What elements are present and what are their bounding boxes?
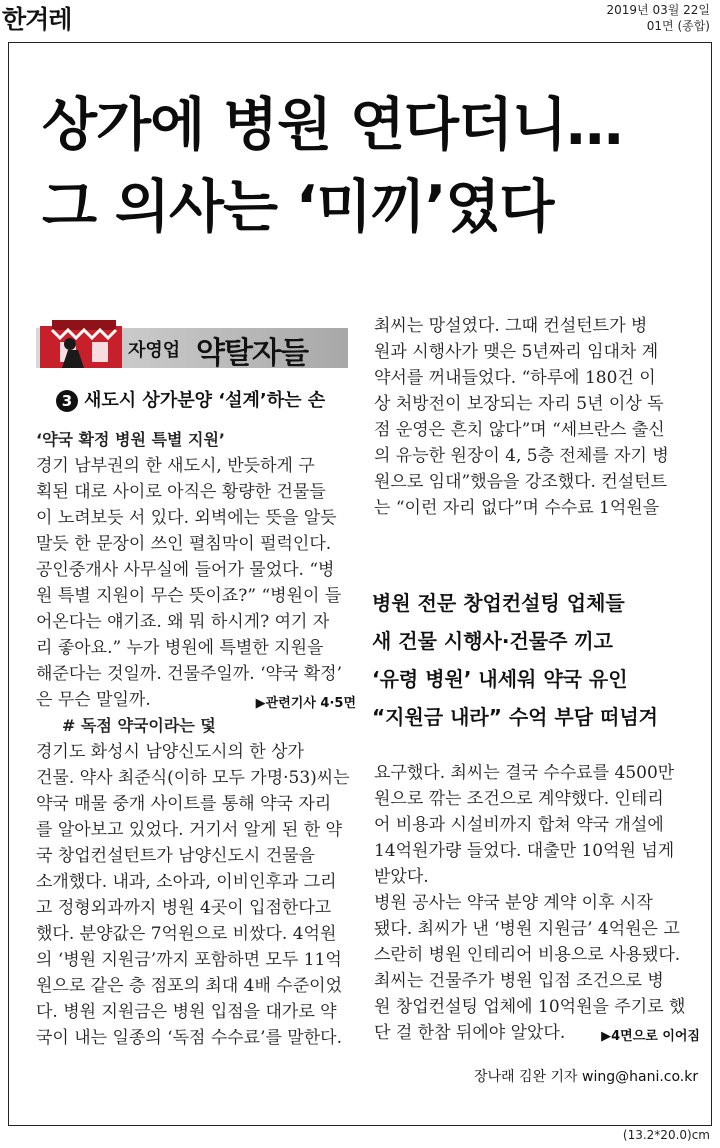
body-line: 스란히 병원 인테리어 비용으로 사용됐다. xyxy=(374,945,681,965)
continued-link[interactable]: ▶4면으로 이어짐 xyxy=(601,1029,700,1044)
part-number-badge: 3 xyxy=(56,390,78,412)
size-note: (13.2*20.0)cm xyxy=(622,1128,710,1142)
body-line: 상 처방전이 보장되는 자리 5년 이상 독 xyxy=(374,394,664,414)
body-line: 소개했다. 내과, 소아과, 이비인후과 그리 xyxy=(36,872,337,892)
edition-date: 2019년 03월 22일 xyxy=(606,3,710,17)
body-line: 약국 매물 중개 사이트를 통해 약국 자리 xyxy=(36,794,332,814)
right-column-top xyxy=(374,313,700,521)
body-line: 의 ‘병원 지원금’까지 포함하면 모두 11억 xyxy=(36,950,342,970)
body-line: 점 운영은 흔치 않다”며 “세브란스 출신 xyxy=(374,420,665,440)
related-articles-link[interactable]: ▶관련기사 4·5면 xyxy=(255,696,356,711)
body-line: 고 정형외과까지 병원 4곳이 입점한다고 xyxy=(36,898,332,918)
section-title: ‘약국 확정 병원 특별 지원’ xyxy=(36,430,225,449)
body-line: 원으로 같은 층 점포의 최대 4배 수준이었 xyxy=(36,976,342,996)
byline: 장나래 김완 기자 wing@hani.co.kr xyxy=(474,1069,699,1085)
body-line: 14억원가량 들었다. 대출만 10억원 넘게 xyxy=(374,841,675,861)
deck-line: 새 건물 시행사·건물주 끼고 xyxy=(372,629,614,653)
body-line: 원으로 임대”했음을 강조했다. 컨설턴트 xyxy=(374,472,668,492)
section-title: # 독점 약국이라는 덫 xyxy=(62,716,216,735)
body-line: 원 특별 지원이 무슨 뜻이죠?” “병원이 들 xyxy=(36,586,342,606)
headline-line-1: 상가에 병원 연다더니… xyxy=(42,92,623,158)
storefront-icon xyxy=(40,320,134,372)
section-1-body xyxy=(36,453,356,713)
body-line: 다. 병원 지원금은 병원 입점을 대가로 약 xyxy=(36,1002,337,1022)
body-line: 은 무슨 말일까. xyxy=(36,690,151,710)
body-line: 약서를 꺼내들었다. “하루에 180건 이 xyxy=(374,368,656,388)
series-title: 약탈자들 xyxy=(196,336,308,371)
body-line: 원과 시행사가 맺은 5년짜리 임대차 계 xyxy=(374,342,659,362)
body-line: 이 노려보듯 서 있다. 외벽에는 뜻을 알듯 xyxy=(36,508,337,528)
headline xyxy=(42,84,702,248)
body-line: 단 걸 한참 뒤에야 알았다. xyxy=(374,1023,566,1043)
body-line: 를 알아보고 있었다. 거기서 알게 된 한 약 xyxy=(36,820,342,840)
headline-line-2: 그 의사는 ‘미끼’였다 xyxy=(42,174,554,240)
deck-line: ‘유령 병원’ 내세워 약국 유인 xyxy=(372,667,628,691)
masthead: 한겨레 xyxy=(2,5,72,34)
deck-headline xyxy=(372,584,702,736)
body-line: 원으로 깎는 조건으로 계약했다. 인테리 xyxy=(374,789,664,809)
body-line: 요구했다. 최씨는 결국 수수료를 4500만 xyxy=(374,763,675,783)
body-line: 리 좋아요.” 누가 병원에 특별한 지원을 xyxy=(36,638,324,658)
subtitle: 새도시 상가분양 ‘설계’하는 손 xyxy=(84,390,326,411)
body-line: 어 비용과 시설비까지 합쳐 약국 개설에 xyxy=(374,815,664,835)
body-line: 어온다는 얘기죠. 왜 뭐 하시게? 여기 자 xyxy=(36,612,330,632)
body-line: 했다. 분양값은 7억원으로 비쌌다. 4억원 xyxy=(36,924,337,944)
body-line: 국 창업컨설턴트가 남양신도시 건물을 xyxy=(36,846,315,866)
body-line: 받았다. xyxy=(374,867,429,887)
body-line: 공인중개사 사무실에 들어가 물었다. “병 xyxy=(36,560,335,580)
body-line: 획된 대로 사이로 아직은 황량한 건물들 xyxy=(36,482,326,502)
series-label: 자영업 xyxy=(128,340,181,361)
body-line: 의 유능한 원장이 4, 5층 전체를 자기 병 xyxy=(374,446,669,466)
body-line: 최씨는 망설였다. 그때 컨설턴트가 병 xyxy=(374,316,648,336)
edition-page: 01면 (종합) xyxy=(646,19,710,33)
deck-line: “지원금 내라” 수억 부담 떠넘겨 xyxy=(372,705,658,729)
deck-line: 병원 전문 창업컨설팅 업체들 xyxy=(372,591,625,615)
body-line: 건물. 약사 최준식(이하 모두 가명·53)씨는 xyxy=(36,768,350,788)
body-line: 국이 내는 일종의 ‘독점 수수료’를 말한다. xyxy=(36,1028,342,1048)
body-line: 원 창업컨설팅 업체에 10억원을 주기로 했 xyxy=(374,997,686,1017)
section-2-body xyxy=(36,739,356,1051)
edition-meta xyxy=(607,2,710,34)
body-line: 경기도 화성시 남양신도시의 한 상가 xyxy=(36,742,304,762)
body-line: 말듯 한 문장이 쓰인 펼침막이 펄럭인다. xyxy=(36,534,332,554)
body-line: 최씨는 건물주가 병원 입점 조건으로 병 xyxy=(374,971,664,991)
body-line: 병원 공사는 약국 분양 계약 이후 시작 xyxy=(374,893,653,913)
body-line: 됐다. 최씨가 낸 ‘병원 지원금’ 4억원은 고 xyxy=(374,919,680,939)
right-column-bottom xyxy=(374,760,700,1046)
body-line: 경기 남부권의 한 새도시, 반듯하게 구 xyxy=(36,456,315,476)
body-line: 는 “이런 자리 없다”며 수수료 1억원을 xyxy=(374,498,660,518)
series-banner xyxy=(36,320,348,372)
left-column xyxy=(36,427,356,1051)
body-line: 해준다는 것일까. 건물주일까. ‘약국 확정’ xyxy=(36,664,342,684)
